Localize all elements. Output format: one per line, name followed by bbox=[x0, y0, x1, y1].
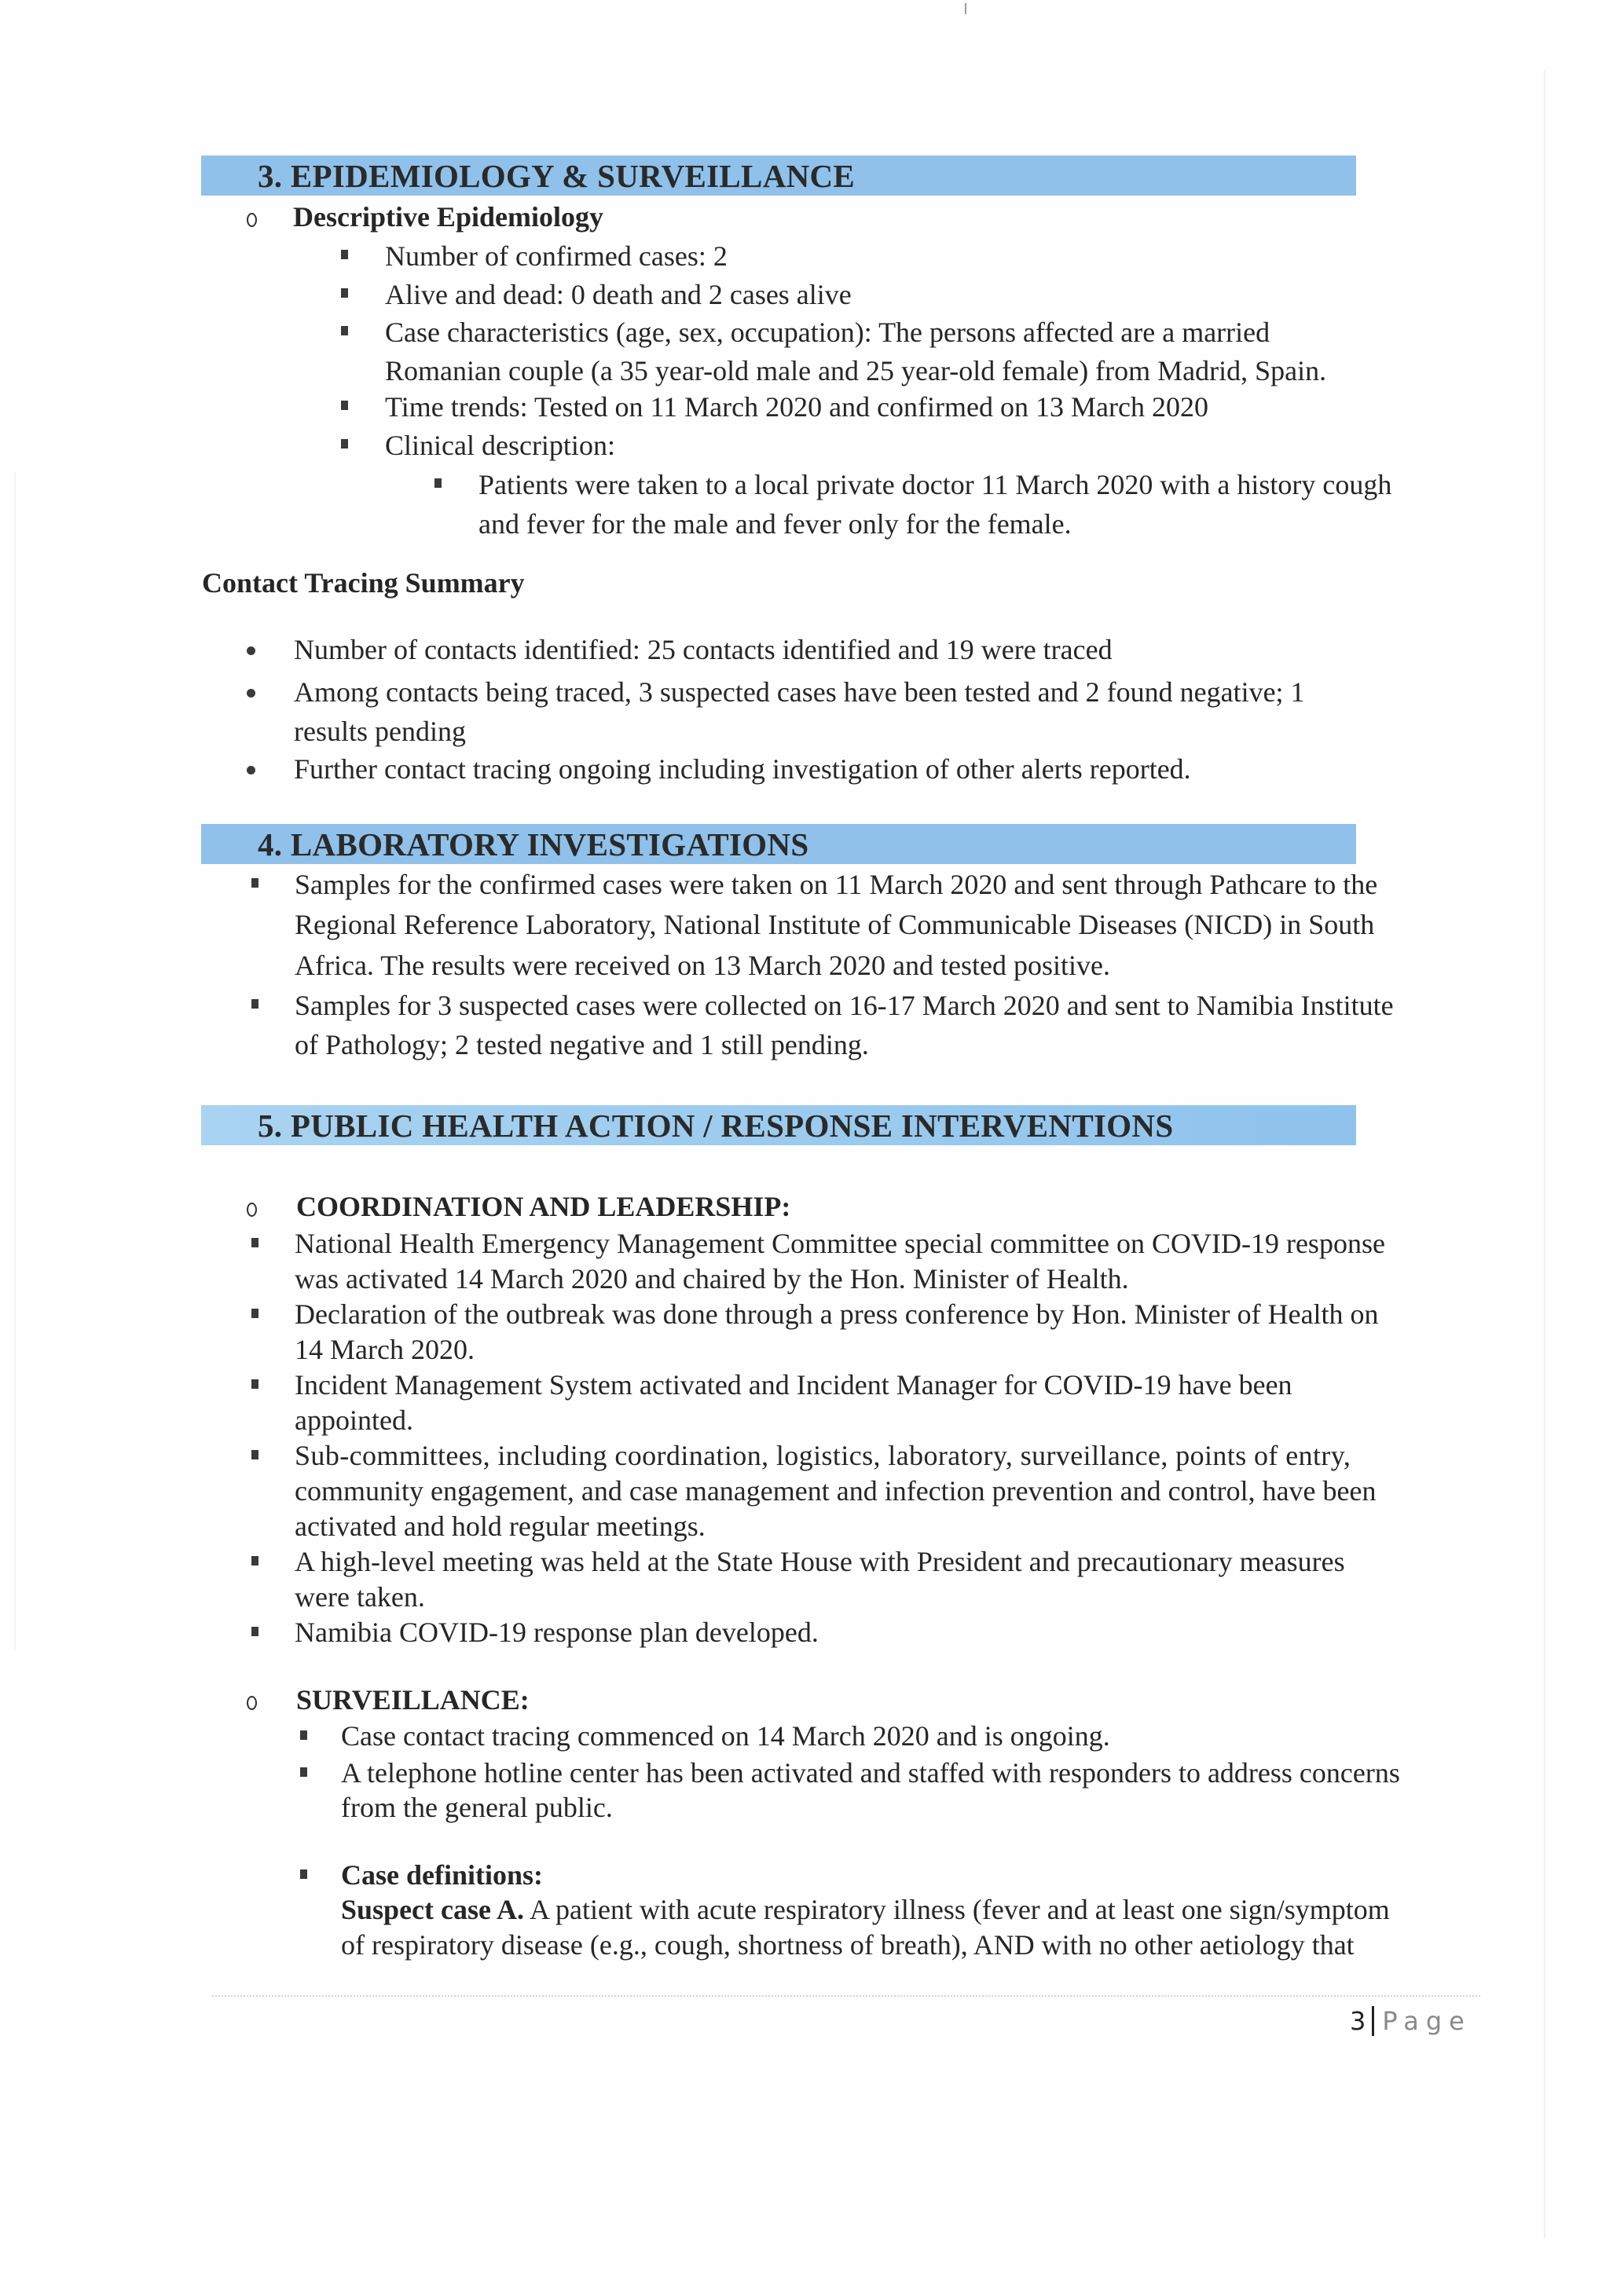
square-bullet-icon bbox=[251, 1450, 258, 1459]
coordination-item: A high-level meeting was held at the State House with President and precautionary measures bbox=[295, 1546, 1345, 1577]
coordination-item: Namibia COVID-19 response plan developed. bbox=[295, 1617, 819, 1648]
coordination-item-cont: was activated 14 March 2020 and chaired by the Hon. Minister of Health. bbox=[295, 1263, 1129, 1294]
footer-divider bbox=[212, 1995, 1480, 1997]
clinical-description-detail-cont: and fever for the male and fever only for the female. bbox=[478, 508, 1072, 540]
section-3-header bbox=[201, 156, 1356, 196]
hollow-bullet-icon bbox=[247, 203, 257, 234]
coordination-item-cont: were taken. bbox=[295, 1581, 425, 1613]
suspected-tested-item-cont: results pending bbox=[294, 716, 466, 747]
clinical-description-item: Clinical description: bbox=[385, 430, 615, 461]
lab-suspected-item-cont: of Pathology; 2 tested negative and 1 still pending. bbox=[295, 1029, 869, 1060]
page-number: 3 bbox=[1350, 2006, 1366, 2036]
square-bullet-icon bbox=[251, 1379, 258, 1389]
surveillance-item: Case contact tracing commenced on 14 March 2020 and is ongoing. bbox=[341, 1720, 1110, 1752]
surveillance-heading: SURVEILLANCE: bbox=[296, 1684, 530, 1716]
square-bullet-icon bbox=[341, 401, 348, 410]
square-bullet-icon bbox=[434, 478, 442, 488]
case-characteristics-item-cont: Romanian couple (a 35 year-old male and 25 year-old female) from Madrid, Spain. bbox=[385, 355, 1327, 386]
lab-samples-item: Samples for the confirmed cases were taken on 11 March 2020 and sent through Pathcare to the bbox=[295, 869, 1378, 900]
square-bullet-icon bbox=[341, 250, 348, 259]
coordination-item: Sub-committees, including coordination, logistics, laboratory, surveillance, points of entry, bbox=[295, 1440, 1351, 1471]
round-bullet-icon bbox=[247, 689, 255, 698]
alive-dead-item: Alive and dead: 0 death and 2 cases alive bbox=[385, 279, 852, 310]
coordination-item: National Health Emergency Management Committee special committee on COVID-19 response bbox=[295, 1228, 1385, 1259]
square-bullet-icon bbox=[341, 439, 348, 449]
suspect-case-a-label: Suspect case A. bbox=[341, 1894, 524, 1925]
suspected-tested-item: Among contacts being traced, 3 suspected cases have been tested and 2 found negative; 1 bbox=[294, 676, 1305, 708]
surveillance-item-cont: from the general public. bbox=[341, 1792, 613, 1823]
coordination-item: Declaration of the outbreak was done through a press conference by Hon. Minister of Health on bbox=[295, 1298, 1379, 1330]
square-bullet-icon bbox=[251, 1309, 258, 1318]
footer-separator bbox=[1372, 2006, 1374, 2036]
time-trends-item: Time trends: Tested on 11 March 2020 and confirmed on 13 March 2020 bbox=[385, 391, 1208, 423]
surveillance-item: A telephone hotline center has been activated and staffed with responders to address concerns bbox=[341, 1757, 1400, 1789]
descriptive-epidemiology-heading: Descriptive Epidemiology bbox=[293, 201, 603, 233]
suspect-case-a-cont: of respiratory disease (e.g., cough, shortness of breath), AND with no other aetiology that bbox=[341, 1929, 1355, 1961]
section-5-title: 5. PUBLIC HEALTH ACTION / RESPONSE INTERVENTIONS bbox=[258, 1108, 1174, 1144]
scan-mark bbox=[965, 3, 966, 14]
case-definitions-heading: Case definitions: bbox=[341, 1859, 544, 1891]
section-3-title: 3. EPIDEMIOLOGY & SURVEILLANCE bbox=[258, 158, 856, 194]
hollow-bullet-icon bbox=[247, 1192, 257, 1224]
case-characteristics-item: Case characteristics (age, sex, occupation): The persons affected are a married bbox=[385, 317, 1270, 348]
coordination-item-cont: activated and hold regular meetings. bbox=[295, 1511, 706, 1542]
clinical-description-detail: Patients were taken to a local private doctor 11 March 2020 with a history cough bbox=[478, 469, 1392, 500]
section-5-header bbox=[201, 1105, 1356, 1145]
lab-samples-item-cont: Africa. The results were received on 13 March 2020 and tested positive. bbox=[295, 950, 1110, 981]
further-tracing-item: Further contact tracing ongoing including investigation of other alerts reported. bbox=[294, 753, 1191, 785]
contact-tracing-heading: Contact Tracing Summary bbox=[202, 567, 525, 599]
square-bullet-icon bbox=[341, 288, 348, 298]
round-bullet-icon bbox=[247, 766, 255, 774]
page-label: Page bbox=[1382, 2006, 1472, 2036]
scan-edge bbox=[14, 471, 16, 1650]
suspect-case-a bbox=[341, 1894, 1390, 1925]
square-bullet-icon bbox=[251, 1238, 258, 1247]
round-bullet-icon bbox=[247, 646, 255, 655]
contacts-identified-item: Number of contacts identified: 25 contacts identified and 19 were traced bbox=[294, 634, 1113, 665]
coordination-item-cont: community engagement, and case management and infection prevention and control, have been bbox=[295, 1475, 1377, 1507]
section-4-title: 4. LABORATORY INVESTIGATIONS bbox=[258, 826, 809, 862]
scan-edge bbox=[1544, 71, 1545, 2239]
square-bullet-icon bbox=[251, 1627, 258, 1636]
coordination-item-cont: 14 March 2020. bbox=[295, 1334, 475, 1365]
square-bullet-icon bbox=[300, 1767, 307, 1777]
section-4-header bbox=[201, 824, 1356, 864]
page-footer bbox=[1350, 2005, 1472, 2037]
coordination-heading: COORDINATION AND LEADERSHIP: bbox=[296, 1191, 791, 1222]
lab-samples-item-cont: Regional Reference Laboratory, National Institute of Communicable Diseases (NICD) in South bbox=[295, 909, 1375, 940]
square-bullet-icon bbox=[300, 1869, 307, 1879]
confirmed-cases-item: Number of confirmed cases: 2 bbox=[385, 240, 728, 272]
coordination-item-cont: appointed. bbox=[295, 1404, 413, 1436]
suspect-case-a-text: A patient with acute respiratory illness (fever and at least one sign/symptom bbox=[524, 1894, 1390, 1925]
hollow-bullet-icon bbox=[247, 1686, 257, 1717]
square-bullet-icon bbox=[251, 999, 258, 1009]
lab-suspected-item: Samples for 3 suspected cases were collected on 16-17 March 2020 and sent to Namibia Institute bbox=[295, 990, 1394, 1021]
square-bullet-icon bbox=[341, 326, 348, 335]
coordination-item: Incident Management System activated and Incident Manager for COVID-19 have been bbox=[295, 1369, 1292, 1401]
square-bullet-icon bbox=[251, 1556, 258, 1565]
square-bullet-icon bbox=[251, 878, 258, 888]
square-bullet-icon bbox=[300, 1730, 307, 1740]
